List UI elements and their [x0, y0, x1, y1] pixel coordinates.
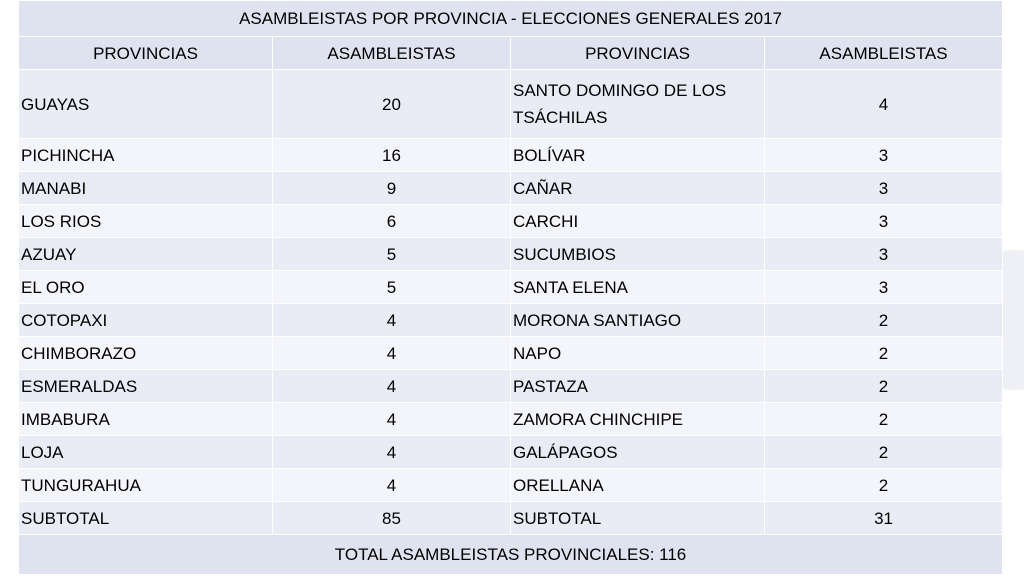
count-cell: 2 [765, 403, 1003, 436]
table-title-row [19, 1, 1003, 37]
count-cell: 5 [273, 238, 511, 271]
province-cell: NAPO [511, 337, 765, 370]
count-cell: 9 [273, 172, 511, 205]
table-title: ASAMBLEISTAS POR PROVINCIA - ELECCIONES GENERALES 2017 [19, 1, 1003, 37]
table-row [19, 436, 1003, 469]
table-row [19, 172, 1003, 205]
table-row [19, 304, 1003, 337]
province-cell: PASTAZA [511, 370, 765, 403]
count-cell: 5 [273, 271, 511, 304]
table-row [19, 337, 1003, 370]
province-cell: SUCUMBIOS [511, 238, 765, 271]
province-cell: EL ORO [19, 271, 273, 304]
province-cell: MORONA SANTIAGO [511, 304, 765, 337]
province-cell: SANTO DOMINGO DE LOS TSÁCHILAS [511, 70, 765, 139]
count-cell: 2 [765, 469, 1003, 502]
count-cell: 6 [273, 205, 511, 238]
table-row [19, 370, 1003, 403]
total-row [19, 535, 1003, 575]
table-row [19, 238, 1003, 271]
province-cell: ZAMORA CHINCHIPE [511, 403, 765, 436]
total-label: TOTAL ASAMBLEISTAS PROVINCIALES: 116 [19, 535, 1003, 575]
count-cell: 2 [765, 304, 1003, 337]
table-row [19, 271, 1003, 304]
count-cell: 4 [273, 304, 511, 337]
count-cell: 3 [765, 172, 1003, 205]
province-cell: CARCHI [511, 205, 765, 238]
count-cell: 4 [273, 403, 511, 436]
province-cell: SANTA ELENA [511, 271, 765, 304]
table-header-row [19, 37, 1003, 70]
table-row [19, 139, 1003, 172]
province-cell: TUNGURAHUA [19, 469, 273, 502]
province-cell: LOS RIOS [19, 205, 273, 238]
province-cell: SUBTOTAL [19, 502, 273, 535]
column-header-asambleistas-2: ASAMBLEISTAS [765, 37, 1003, 70]
province-cell: PICHINCHA [19, 139, 273, 172]
table-row [19, 205, 1003, 238]
province-cell: ESMERALDAS [19, 370, 273, 403]
column-header-provincias-1: PROVINCIAS [19, 37, 273, 70]
count-cell: 85 [273, 502, 511, 535]
count-cell: 2 [765, 337, 1003, 370]
province-cell: AZUAY [19, 238, 273, 271]
count-cell: 4 [273, 469, 511, 502]
province-cell: SUBTOTAL [511, 502, 765, 535]
column-header-provincias-2: PROVINCIAS [511, 37, 765, 70]
count-cell: 16 [273, 139, 511, 172]
count-cell: 20 [273, 70, 511, 139]
count-cell: 3 [765, 205, 1003, 238]
count-cell: 2 [765, 436, 1003, 469]
table-row [19, 403, 1003, 436]
count-cell: 4 [273, 370, 511, 403]
table-row [19, 70, 1003, 139]
count-cell: 3 [765, 139, 1003, 172]
count-cell: 3 [765, 238, 1003, 271]
column-header-asambleistas-1: ASAMBLEISTAS [273, 37, 511, 70]
province-cell: ORELLANA [511, 469, 765, 502]
province-cell: MANABI [19, 172, 273, 205]
count-cell: 31 [765, 502, 1003, 535]
count-cell: 2 [765, 370, 1003, 403]
subtotal-row [19, 502, 1003, 535]
province-cell: COTOPAXI [19, 304, 273, 337]
count-cell: 3 [765, 271, 1003, 304]
table-row [19, 469, 1003, 502]
province-cell: LOJA [19, 436, 273, 469]
province-cell: BOLÍVAR [511, 139, 765, 172]
province-cell: IMBABURA [19, 403, 273, 436]
province-cell: GUAYAS [19, 70, 273, 139]
count-cell: 4 [273, 436, 511, 469]
count-cell: 4 [765, 70, 1003, 139]
province-cell: CAÑAR [511, 172, 765, 205]
province-cell: CHIMBORAZO [19, 337, 273, 370]
asambleistas-table [18, 0, 1003, 575]
count-cell: 4 [273, 337, 511, 370]
province-cell: GALÁPAGOS [511, 436, 765, 469]
